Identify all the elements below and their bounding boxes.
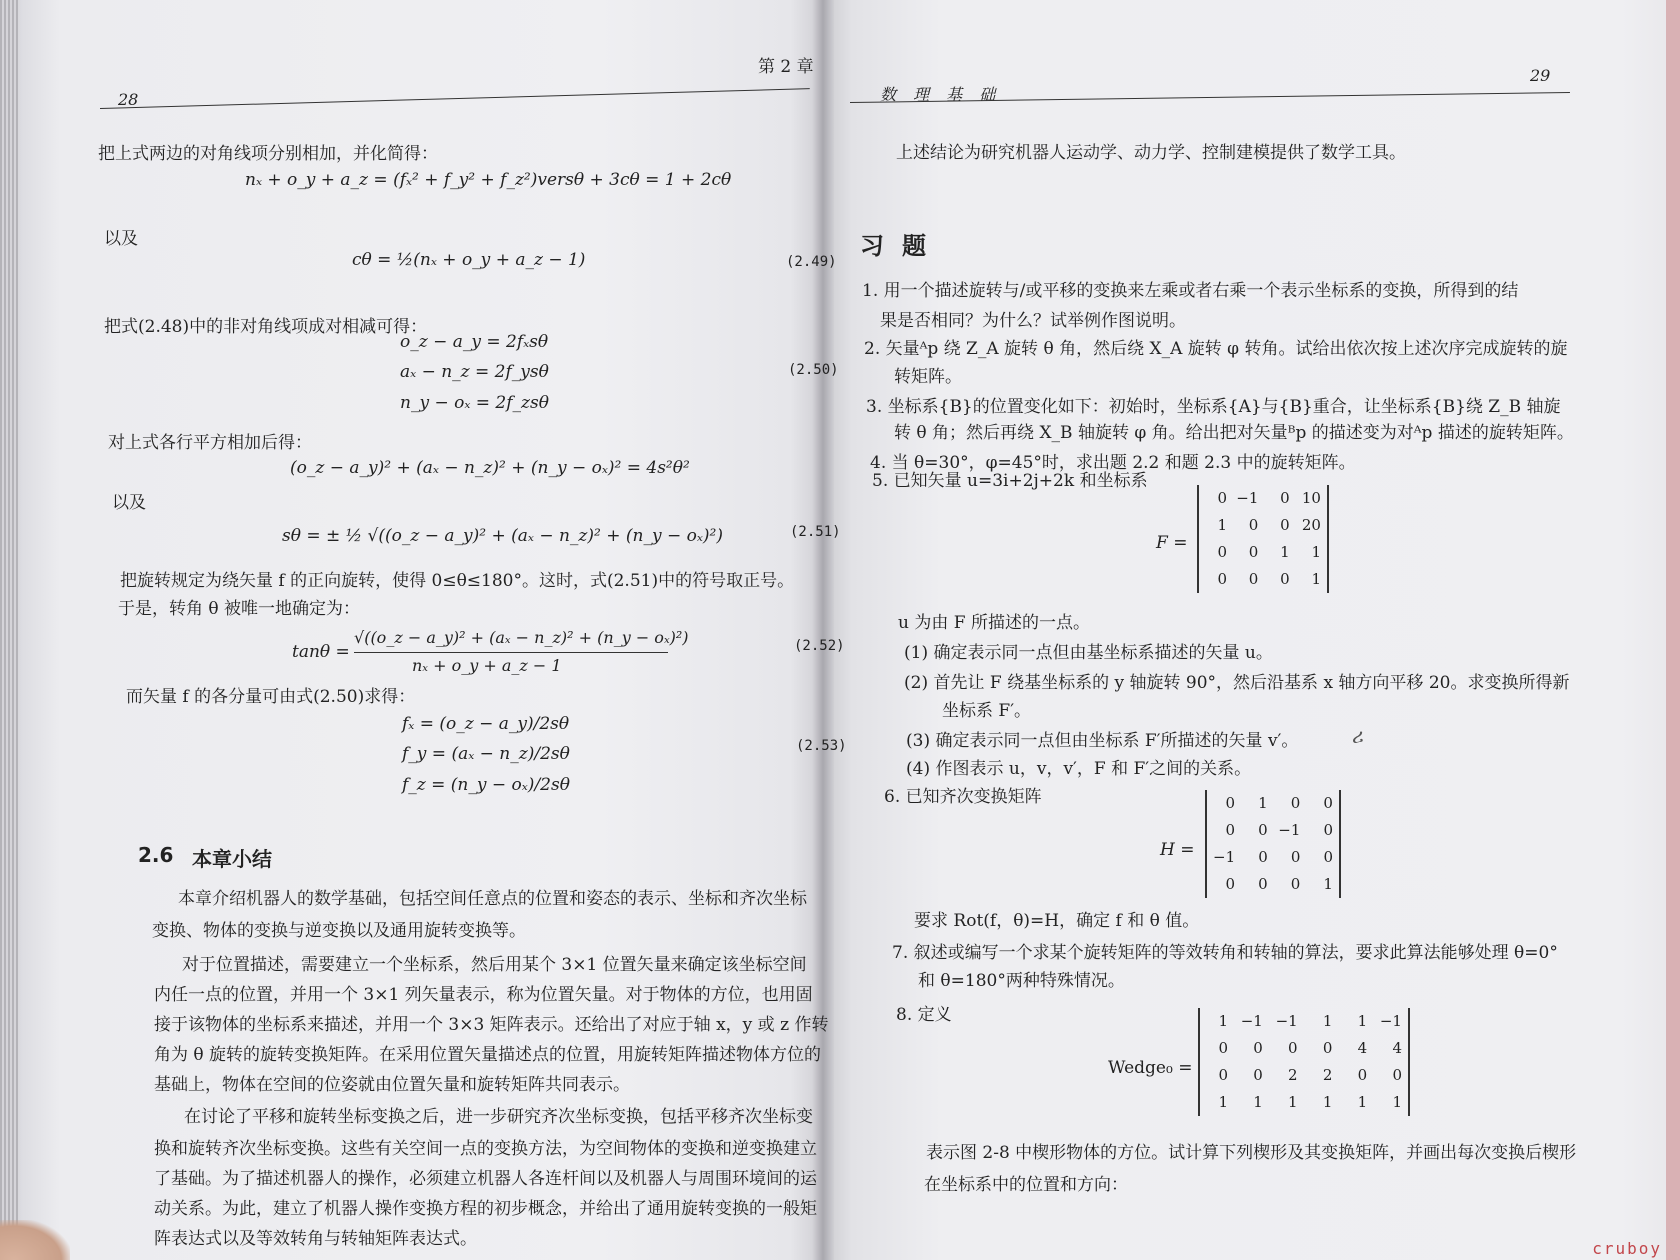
section-number: 2.6 [138,843,174,867]
equation-2-51: sθ = ± ½ √((o_z − a_y)² + (aₓ − n_z)² + (n_y − oₓ)²) [282,526,723,546]
matrix-cell: 0 [1258,875,1268,893]
right-page-number: 29 [1530,66,1551,85]
matrix-cell: 0 [1280,489,1290,507]
summary-line: 本章介绍机器人的数学基础，包括空间任意点的位置和姿态的表示、坐标和齐次坐标 [178,889,807,909]
matrix-cell: 0 [1217,543,1227,561]
matrix-cell: 4 [1357,1039,1368,1057]
matrix-wedge [1198,1008,1410,1116]
exercise-4: 4. 当 θ=30°，φ=45°时，求出题 2.2 和题 2.3 中的旋转矩阵。 [870,453,1356,473]
matrix-cell: 0 [1253,1039,1263,1057]
exercise-6-text: 要求 Rot(f，θ)=H，确定 f 和 θ 值。 [914,911,1200,931]
matrix-cell: 0 [1253,1066,1263,1084]
matrix-cell: 0 [1322,1039,1333,1057]
left-page-number: 28 [118,90,139,109]
paragraph: 而矢量 f 的各分量可由式(2.50)求得： [126,687,416,707]
matrix-cell: 1 [1218,1012,1228,1030]
matrix-cell: 1 [1392,1093,1402,1111]
matrix-cell: 1 [1323,875,1333,893]
summary-line: 在讨论了平移和旋转坐标变换之后，进一步研究齐次坐标变换，包括平移齐次坐标变 [184,1107,813,1127]
equation-number: (2.49) [786,254,837,270]
matrix-cell: 1 [1311,543,1321,561]
matrix-cell: 0 [1218,1066,1228,1084]
matrix-cell: 0 [1218,1039,1228,1057]
matrix-cell: 1 [1280,543,1290,561]
matrix-cell: 1 [1288,1093,1298,1111]
summary-line: 动关系。为此，建立了机器人操作变换方程的初步概念，并给出了通用旋转变换的一般矩 [154,1199,817,1219]
right-page-header: 数 理 基 础 [880,85,1002,104]
matrix-cell: −1 [1240,1012,1263,1030]
matrix-f-label: F = [1156,533,1188,553]
exercise-2-line-2: 转矩阵。 [894,367,962,387]
exercise-5-text: u 为由 F 所描述的一点。 [898,613,1090,633]
matrix-cell: −1 [1275,1012,1298,1030]
exercise-5-part-2-line-1: (2) 首先让 F 绕基坐标系的 y 轴旋转 90°，然后沿基系 x 轴方向平移 20。求变换所得新 [904,673,1570,693]
matrix-cell: 1 [1322,1012,1333,1030]
paragraph: 上述结论为研究机器人运动学、动力学、控制建模提供了数学工具。 [896,143,1406,163]
matrix-cell: 0 [1288,1039,1298,1057]
summary-line: 对于位置描述，需要建立一个坐标系，然后用某个 3×1 位置矢量来确定该坐标空间 [182,955,807,975]
matrix-cell: 0 [1323,821,1333,839]
paragraph: 于是，转角 θ 被唯一地确定为： [118,599,361,619]
matrix-cell: 0 [1258,848,1268,866]
equation-number: (2.50) [788,362,839,378]
matrix-cell: 1 [1357,1012,1368,1030]
matrix-cell: 0 [1280,516,1290,534]
summary-line: 接于该物体的坐标系来描述，并用一个 3×3 矩阵表示。还给出了对应于轴 x，y 或 z 作转 [154,1015,829,1035]
exercise-8-line-2: 在坐标系中的位置和方向： [924,1175,1128,1195]
exercise-6: 6. 已知齐次变换矩阵 [884,787,1042,807]
equation-2-52-denominator: nₓ + o_y + a_z − 1 [412,656,562,675]
matrix-cell: 0 [1248,516,1259,534]
equation-2-53-b: f_y = (aₓ − n_z)/2sθ [402,744,570,764]
exercise-7-line-2: 和 θ=180°两种特殊情况。 [918,971,1125,991]
matrix-cell: 2 [1288,1066,1298,1084]
paragraph: 把旋转规定为绕矢量 f 的正向旋转，使得 0≤θ≤180°。这时，式(2.51)中的符号取正号。 [120,571,795,591]
matrix-cell: 1 [1217,516,1227,534]
matrix-cell: 0 [1290,848,1301,866]
section-title: 本章小结 [192,847,272,871]
matrix-cell: −1 [1236,489,1259,507]
matrix-cell: 0 [1258,821,1268,839]
summary-line: 角为 θ 旋转的旋转变换矩阵。在采用位置矢量描述点的位置，用旋转矩阵描述物体方位的 [154,1045,822,1065]
matrix-cell: −1 [1379,1012,1402,1030]
matrix-cell: 1 [1322,1093,1333,1111]
matrix-cell: 0 [1290,875,1301,893]
matrix-cell: 0 [1248,543,1259,561]
equation-2-53-c: f_z = (n_y − oₓ)/2sθ [402,775,570,795]
matrix-cell: 1 [1253,1093,1263,1111]
pen-mark: ሪ [1352,724,1364,748]
background-strip [1666,0,1680,1260]
matrix-cell: 1 [1357,1093,1368,1111]
book-spine [812,0,834,1260]
equation-2-52-lhs: tanθ = [292,642,350,662]
summary-line: 基础上，物体在空间的位姿就由位置矢量和旋转矩阵共同表示。 [154,1075,630,1095]
paragraph: 对上式各行平方相加后得： [108,433,312,453]
summary-line: 了基础。为了描述机器人的操作，必须建立机器人各连杆间以及机器人与周围环境间的运 [154,1169,817,1189]
matrix-wedge-label: Wedge₀ = [1108,1058,1193,1078]
exercise-5-part-2-line-2: 坐标系 F′。 [942,701,1032,721]
exercise-5: 5. 已知矢量 u=3i+2j+2k 和坐标系 [872,471,1148,491]
matrix-cell: 0 [1225,821,1235,839]
equation-2-53-a: fₓ = (o_z − a_y)/2sθ [402,714,570,734]
exercise-3-line-1: 3. 坐标系{B}的位置变化如下：初始时，坐标系{A}与{B}重合，让坐标系{B}绕 Z_B 轴旋 [866,397,1561,417]
chapter-header: 第 2 章 [758,57,814,77]
exercise-3-line-2: 转 θ 角；然后再绕 X_B 轴旋转 φ 角。给出把对矢量ᴮp 的描述变为对ᴬp 描述的旋转矩阵。 [894,423,1574,443]
paragraph: 把上式两边的对角线项分别相加，并化简得： [98,144,438,164]
summary-line: 阵表达式以及等效转角与转轴矩阵表达式。 [154,1229,477,1249]
paragraph: 以及 [112,493,146,513]
matrix-cell: 0 [1323,848,1333,866]
matrix-cell: 0 [1217,489,1227,507]
matrix-cell: 4 [1392,1039,1402,1057]
matrix-cell: −1 [1213,848,1236,866]
exercise-7-line-1: 7. 叙述或编写一个求某个旋转矩阵的等效转角和转轴的算法，要求此算法能够处理 θ=0° [892,943,1558,963]
exercise-5-part-4: (4) 作图表示 u，v，v′，F 和 F′之间的关系。 [906,759,1252,779]
exercise-2-line-1: 2. 矢量ᴬp 绕 Z_A 旋转 θ 角，然后绕 X_A 旋转 φ 转角。试给出依次按上述次序完成旋转的旋 [864,339,1568,359]
equation-number: (2.52) [794,638,845,654]
exercise-1-line-1: 1. 用一个描述旋转与/或平移的变换来左乘或者右乘一个表示坐标系的变换，所得到的结 [862,281,1519,301]
matrix-cell: 1 [1218,1093,1228,1111]
matrix-cell: 0 [1225,794,1235,812]
exercise-8: 8. 定义 [896,1005,952,1025]
paragraph: 以及 [104,229,138,249]
summary-line: 变换、物体的变换与逆变换以及通用旋转变换等。 [152,921,526,941]
summary-line: 换和旋转齐次坐标变换。这些有关空间一点的变换方法，为空间物体的变换和逆变换建立 [154,1139,817,1159]
matrix-cell: 1 [1258,794,1268,812]
matrix-cell: 0 [1248,570,1259,588]
matrix-cell: 20 [1301,516,1321,534]
exercise-5-part-1: (1) 确定表示同一点但由基坐标系描述的矢量 u。 [904,643,1273,663]
matrix-cell: 0 [1392,1066,1402,1084]
matrix-cell: 10 [1301,489,1321,507]
matrix-f [1197,485,1329,593]
equation-2-50-a: o_z − a_y = 2fₓsθ [400,332,549,352]
equation: nₓ + o_y + a_z = (fₓ² + f_y² + f_z²)versθ + 3cθ = 1 + 2cθ [245,170,732,190]
matrix-cell: 0 [1280,570,1290,588]
equation-number: (2.53) [796,738,847,754]
exercise-5-part-3: (3) 确定表示同一点但由坐标系 F′所描述的矢量 v′。 [906,731,1299,751]
matrix-cell: 0 [1225,875,1235,893]
watermark: cruboy [1592,1239,1662,1258]
matrix-cell: 1 [1311,570,1321,588]
equation: (o_z − a_y)² + (aₓ − n_z)² + (n_y − oₓ)² = 4s²θ² [290,458,690,478]
matrix-cell: 0 [1217,570,1227,588]
page-edges [0,0,18,1260]
exercise-8-line-1: 表示图 2-8 中楔形物体的方位。试计算下列楔形及其变换矩阵，并画出每次变换后楔形 [926,1143,1577,1163]
summary-line: 内任一点的位置，并用一个 3×1 列矢量表示，称为位置矢量。对于物体的方位，也用固 [154,985,813,1005]
equation-2-49: cθ = ½(nₓ + o_y + a_z − 1) [352,250,586,270]
matrix-h [1205,790,1341,898]
equation-number: (2.51) [790,524,841,540]
matrix-cell: 2 [1322,1066,1333,1084]
matrix-cell: 0 [1357,1066,1368,1084]
matrix-h-label: H = [1160,840,1195,860]
finger [0,1220,70,1260]
fraction-bar [354,652,668,653]
equation-2-50-b: aₓ − n_z = 2f_ysθ [400,362,549,382]
matrix-cell: 0 [1323,794,1333,812]
equation-2-52-numerator: √((o_z − a_y)² + (aₓ − n_z)² + (n_y − oₓ)²) [354,628,689,647]
matrix-cell: −1 [1278,821,1301,839]
exercises-title: 习题 [860,232,944,260]
paragraph: 把式(2.48)中的非对角线项成对相减可得： [104,317,428,337]
matrix-cell: 0 [1290,794,1301,812]
exercise-1-line-2: 果是否相同？为什么？试举例作图说明。 [880,311,1186,331]
equation-2-50-c: n_y − oₓ = 2f_zsθ [400,393,549,413]
